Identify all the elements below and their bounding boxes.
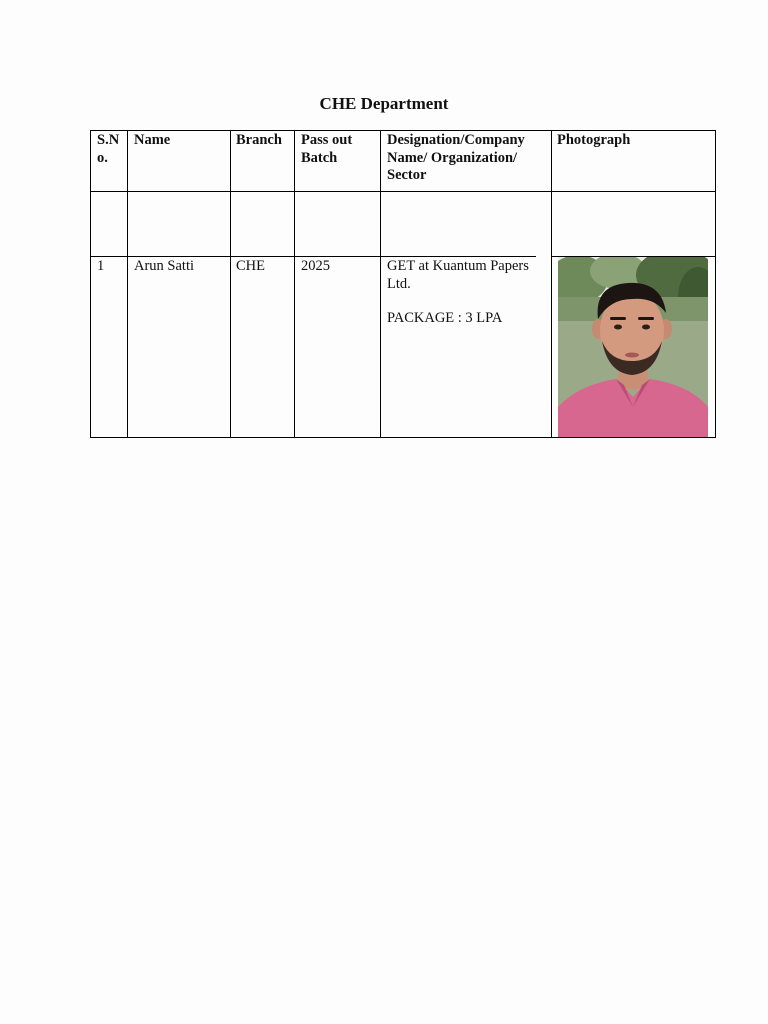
row-name: Arun Satti (134, 258, 195, 274)
table-border-top (90, 130, 716, 131)
col-divider-name (230, 130, 231, 438)
col-divider-branch (294, 130, 295, 438)
col-divider-batch (380, 130, 381, 438)
header-branch: Branch (236, 132, 282, 148)
table-border-left (90, 130, 91, 438)
header-photograph: Photograph (557, 132, 631, 148)
person-photo-image (558, 257, 708, 437)
row-package: PACKAGE : 3 LPA (387, 310, 503, 326)
row-designation: GET at Kuantum Papers Ltd. PACKAGE : 3 LPA (387, 258, 529, 326)
header-designation: Designation/Company Name/ Organization/ Sector (387, 132, 525, 183)
placement-table (90, 130, 716, 438)
empty-row-divider (90, 256, 536, 257)
header-batch: Pass out Batch (301, 132, 353, 166)
table-border-right (715, 130, 716, 438)
row-sno: 1 (97, 258, 105, 274)
page-title: CHE Department (319, 94, 449, 113)
header-name: Name (134, 132, 171, 148)
col-divider-sno (127, 130, 128, 438)
row-branch: CHE (236, 258, 265, 274)
row-batch: 2025 (301, 258, 330, 274)
header-divider (90, 191, 716, 192)
col-divider-designation (551, 130, 552, 438)
table-border-bottom (90, 437, 716, 438)
header-sno: S.N o. (97, 132, 120, 166)
student-photo (558, 257, 708, 437)
